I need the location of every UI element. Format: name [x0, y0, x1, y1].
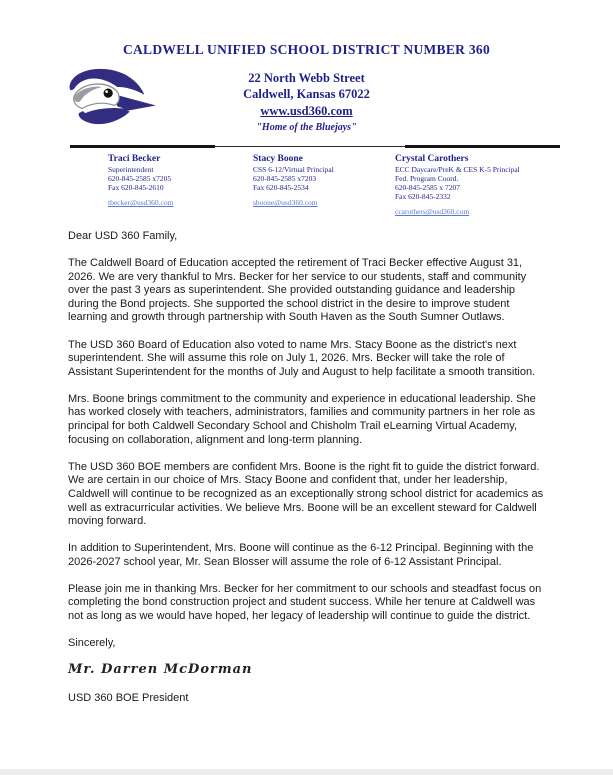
contact-fax: Fax 620-845-2534: [253, 183, 309, 192]
address-street: 22 North Webb Street: [248, 71, 365, 85]
contact-role: Superintendent: [108, 165, 154, 174]
paragraph-3: Mrs. Boone brings commitment to the community and experience in educational leadership. She has worked closely with teachers, administrators, families and community partners in her role as principal for both Caldwell Secondary School and Chisholm Trail eLearning Virtual Academy, focusing on collaboration, alignment and long-term planning.: [68, 392, 536, 446]
paragraph-6: Please join me in thanking Mrs. Becker for her commitment to our schools and steadfast focus on completing the bond construction project and student success. While her tenure at Caldwell was not as long as we would have hoped, her legacy of leadership will continue to guide the district.: [68, 582, 542, 623]
contact-email-link[interactable]: sboone@usd360.com: [253, 198, 318, 207]
paragraph-5: In addition to Superintendent, Mrs. Boone will continue as the 6-12 Principal. Beginning with the 2026-2027 school year, Mr. Sean Blosser will assume the role of 6-12 Assistant Principal.: [68, 542, 534, 568]
contact-card-traci-becker: [108, 154, 173, 210]
contact-phone: 620-845-2585 x7203: [253, 174, 317, 183]
signer-title: USD 360 BOE President: [68, 692, 189, 705]
website-link[interactable]: www.usd360.com: [260, 104, 353, 118]
tagline: "Home of the Bluejays": [256, 122, 357, 133]
district-title: CALDWELL UNIFIED SCHOOL DISTRICT NUMBER 360: [122, 42, 491, 57]
contact-email-link[interactable]: tbecker@usd360.com: [108, 198, 174, 207]
page-bottom-edge: [0, 769, 613, 775]
contact-phone: 620-845-2585 x7205: [108, 174, 172, 183]
contact-role: CSS 6-12/Virtual Principal: [253, 165, 334, 174]
paragraph-1: The Caldwell Board of Education accepted the retirement of Traci Becker effective August 31, 2026. We are very thankful to Mrs. Becker for her service to our students, staff and community over the past 3 years as superintendent. She provided outstanding guidance and leadership during the Bond projects. She supported the school district in the desire to improve student learning and growth through partnership with South Haven as the South Sumner Outlaws.: [68, 257, 527, 324]
contact-fax: Fax 620-845-2610: [108, 183, 164, 192]
contact-card-stacy-boone: [253, 154, 334, 210]
address-city: Caldwell, Kansas 67022: [243, 86, 370, 101]
contact-role: ECC Daycare/PreK & CES K-5 Principal: [395, 165, 520, 174]
contact-name: Traci Becker: [108, 154, 161, 164]
contact-role-2: Fed. Program Coord.: [395, 174, 459, 183]
letter-body: [68, 230, 547, 706]
divider-segment-middle: [215, 146, 405, 147]
contact-card-crystal-carothers: [395, 154, 520, 219]
contact-fax: Fax 620-845-2332: [395, 192, 451, 201]
closing: Sincerely,: [68, 637, 116, 650]
salutation: Dear USD 360 Family,: [68, 230, 178, 242]
letterhead: [0, 0, 613, 216]
signature-handwriting: Mr. Darren McDorman: [68, 661, 253, 677]
contact-columns: [0, 148, 613, 216]
paragraph-2: The USD 360 Board of Education also voted to name Mrs. Stacy Boone as the district's next superintendent. She will assume this role on July 1, 2026. Mrs. Becker will take the role of Assistant Superintendent for the months of July and August to help facilitate a smooth transition.: [68, 338, 536, 378]
contact-name: Crystal Carothers: [395, 154, 469, 164]
paragraph-4: The USD 360 BOE members are confident Mrs. Boone is the right fit to guide the district forward. We are certain in our choice of Mrs. Stacy Boone and confident that, under her leadership, Caldwell will continue to be recognized as an exceptionally strong school district for academics as well as extracurricular activities. We believe Mrs. Boone will be an excellent steward for Caldwell moving forward.: [68, 460, 544, 528]
bluejay-logo-icon: [62, 65, 162, 139]
contact-name: Stacy Boone: [253, 154, 303, 164]
contact-email-link[interactable]: ccarothers@usd360.com: [395, 207, 470, 216]
contact-phone: 620-845-2585 x 7207: [395, 183, 460, 192]
